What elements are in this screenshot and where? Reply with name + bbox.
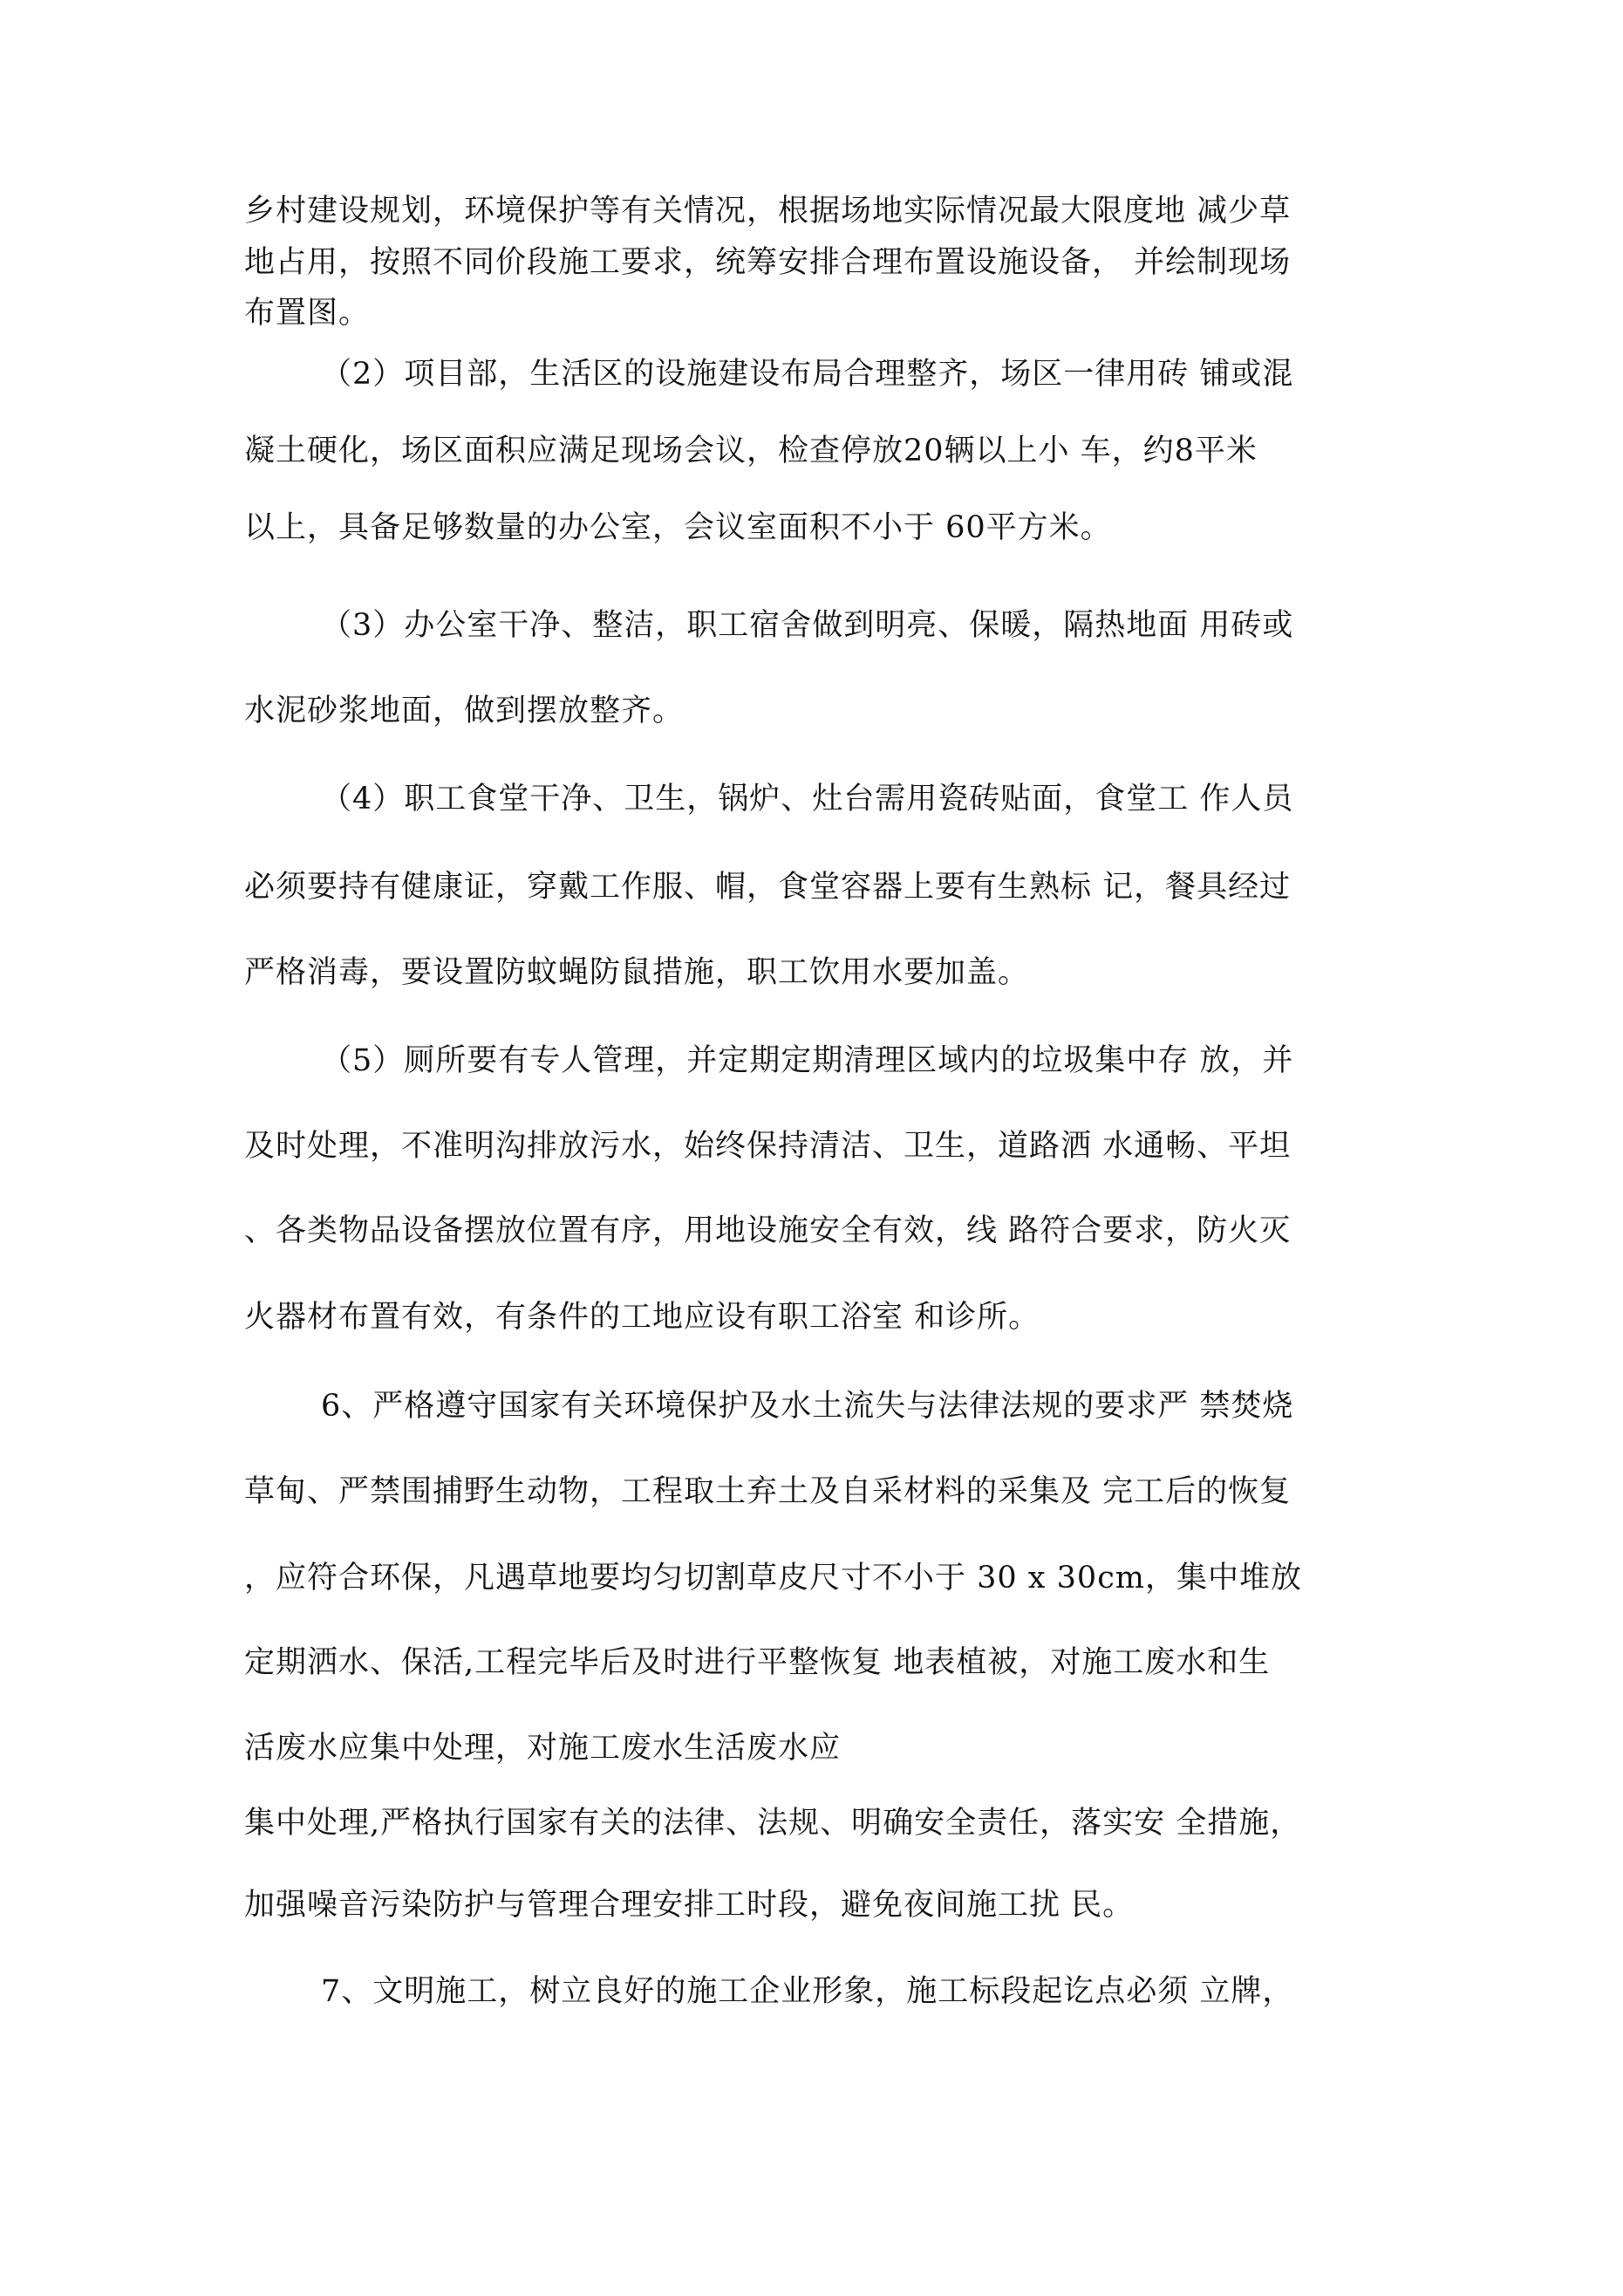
text-line: 水泥砂浆地面，做到摆放整齐。 bbox=[244, 694, 685, 728]
paragraph-2-first-line: （2）项目部，生活区的设施建设布局合理整齐，场区一律用砖 铺或混 bbox=[321, 357, 1294, 392]
text-line: 集中处理,严格执行国家有关的法律、法规、明确安全责任，落实安 全措施， bbox=[244, 1806, 1302, 1841]
text-line: ，应符合环保，凡遇草地要均匀切割草皮尺寸不小于 30 x 30cm，集中堆放 bbox=[244, 1561, 1302, 1596]
text-line: 火器材布置有效，有条件的工地应设有职工浴室 和诊所。 bbox=[244, 1300, 1040, 1335]
text-line: 加强噪音污染防护与管理合理安排工时段，避免夜间施工扰 民。 bbox=[244, 1888, 1135, 1923]
text-line: 必须要持有健康证，穿戴工作服、帽，食堂容器上要有生熟标 记，餐具经过 bbox=[244, 870, 1292, 905]
paragraph-6-first-line: 6、严格遵守国家有关环境保护及水土流失与法律法规的要求严 禁焚烧 bbox=[321, 1389, 1294, 1424]
text-line: 凝土硬化，场区面积应满足现场会议，检查停放20辆以上小 车，约8平米 bbox=[244, 434, 1258, 468]
text-line: 活废水应集中处理，对施工废水生活废水应 bbox=[244, 1731, 842, 1766]
text-line: 严格消毒，要设置防蚊蝇防鼠措施，职工饮用水要加盖。 bbox=[244, 955, 1030, 990]
paragraph-7-first-line: 7、文明施工，树立良好的施工企业形象，施工标段起讫点必须 立牌， bbox=[321, 1974, 1294, 2009]
text-line: 及时处理，不准明沟排放污水，始终保持清洁、卫生，道路洒 水通畅、平坦 bbox=[244, 1129, 1292, 1164]
text-line: 以上，具备足够数量的办公室，会议室面积不小于 60平方米。 bbox=[244, 510, 1112, 545]
paragraph-3-first-line: （3）办公室干净、整洁，职工宿舍做到明亮、保暖，隔热地面 用砖或 bbox=[321, 608, 1294, 643]
text-line: 定期洒水、保活,工程完毕后及时进行平整恢复 地表植被，对施工废水和生 bbox=[244, 1645, 1271, 1680]
paragraph-5-first-line: （5）厕所要有专人管理，并定期定期清理区域内的垃圾集中存 放，并 bbox=[321, 1043, 1294, 1078]
text-line: 布置图。 bbox=[244, 296, 371, 331]
text-line: 草甸、严禁围捕野生动物，工程取土弃土及自采材料的采集及 完工后的恢复 bbox=[244, 1474, 1292, 1509]
text-line: 乡村建设规划，环境保护等有关情况，根据场地实际情况最大限度地 减少草 bbox=[244, 194, 1292, 229]
text-line: 地占用，按照不同价段施工要求，统筹安排合理布置设施设备， 并绘制现场 bbox=[244, 245, 1292, 280]
text-line: 、各类物品设备摆放位置有序，用地设施安全有效，线 路符合要求，防火灭 bbox=[244, 1213, 1292, 1248]
paragraph-4-first-line: （4）职工食堂干净、卫生，锅炉、灶台需用瓷砖贴面，食堂工 作人员 bbox=[321, 782, 1294, 817]
